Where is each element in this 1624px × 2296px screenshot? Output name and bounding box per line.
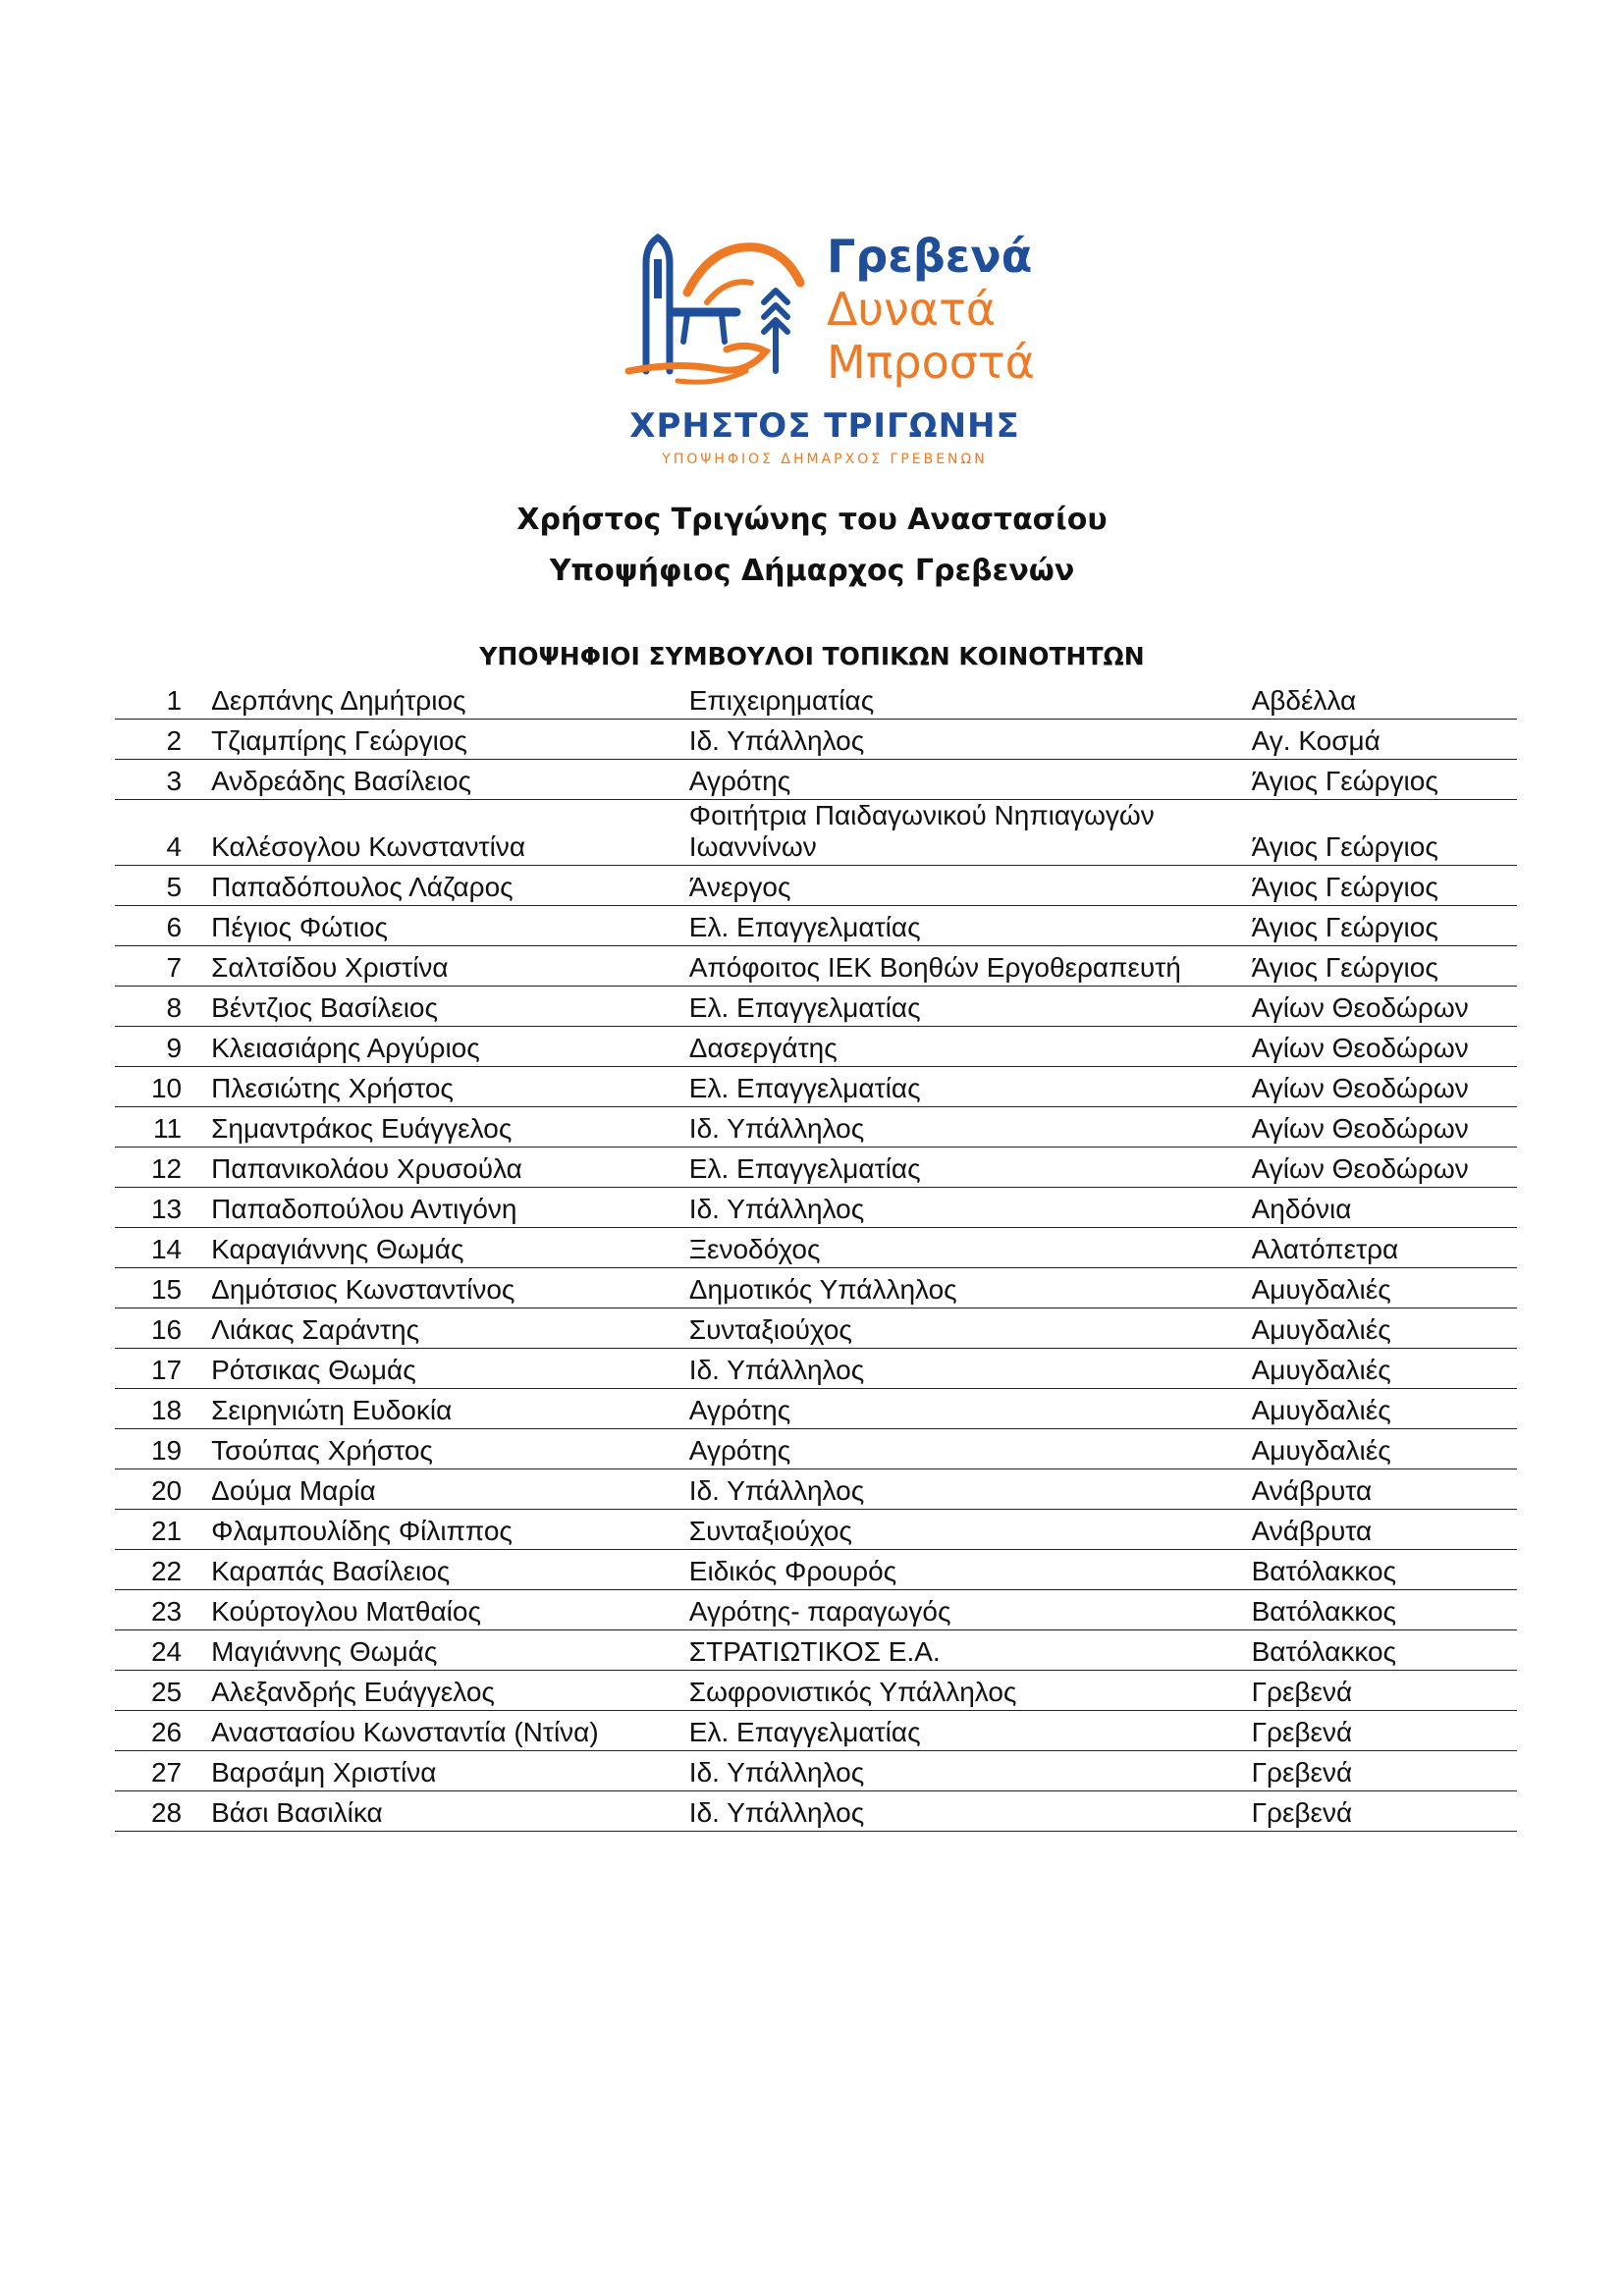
candidate-occupation: Ιδ. Υπάλληλος [689,1188,1252,1228]
candidate-number: 14 [115,1228,211,1268]
table-row [115,1469,1517,1510]
candidate-community: Αηδόνια [1252,1188,1517,1228]
candidate-occupation: Ελ. Επαγγελματίας [689,987,1252,1027]
candidate-occupation: Ξενοδόχος [689,1228,1252,1268]
candidate-name: Δούμα Μαρία [211,1469,689,1510]
candidate-name: Παπαδοπούλου Αντιγόνη [211,1188,689,1228]
candidate-name: Ρότσικας Θωμάς [211,1349,689,1389]
candidate-occupation: Ιδ. Υπάλληλος [689,1751,1252,1791]
candidate-name: Δερπάνης Δημήτριος [211,679,689,720]
candidate-occupation: Απόφοιτος ΙΕΚ Βοηθών Εργοθεραπευτή [689,946,1252,987]
table-row [115,866,1517,906]
candidate-number: 6 [115,906,211,946]
candidate-name: Σαλτσίδου Χριστίνα [211,946,689,987]
candidate-number: 28 [115,1791,211,1832]
candidate-occupation: Αγρότης- παραγωγός [689,1590,1252,1630]
table-row [115,1349,1517,1389]
candidate-occupation: Ιδ. Υπάλληλος [689,720,1252,760]
candidate-number: 11 [115,1107,211,1148]
candidate-community: Αμυγδαλιές [1252,1349,1517,1389]
candidate-name: Καραπάς Βασίλειος [211,1550,689,1590]
candidate-number: 8 [115,987,211,1027]
candidate-community: Βατόλακκος [1252,1630,1517,1671]
candidate-community: Άγιος Γεώργιος [1252,946,1517,987]
candidate-community: Γρεβενά [1252,1751,1517,1791]
candidate-number: 20 [115,1469,211,1510]
candidate-community: Αγ. Κοσμά [1252,720,1517,760]
candidate-community: Αγίων Θεοδώρων [1252,1107,1517,1148]
slogan-line-2: Δυνατά [827,283,997,336]
table-row [115,1429,1517,1469]
candidate-community: Βατόλακκος [1252,1590,1517,1630]
table-row [115,1590,1517,1630]
candidate-number: 12 [115,1148,211,1188]
candidate-occupation: Δημοτικός Υπάλληλος [689,1268,1252,1308]
candidate-name: Βαρσάμη Χριστίνα [211,1751,689,1791]
candidate-number: 26 [115,1711,211,1751]
table-row [115,800,1517,866]
table-row [115,679,1517,720]
candidate-community: Αγίων Θεοδώρων [1252,1027,1517,1067]
candidate-community: Γρεβενά [1252,1671,1517,1711]
candidate-occupation: Άνεργος [689,866,1252,906]
candidate-community: Αγίων Θεοδώρων [1252,987,1517,1027]
candidate-community: Άγιος Γεώργιος [1252,866,1517,906]
candidate-name: Λιάκας Σαράντης [211,1308,689,1349]
candidate-name: Φλαμπουλίδης Φίλιππος [211,1510,689,1550]
candidate-occupation: Επιχειρηματίας [689,679,1252,720]
slogan-line-3: Μπροστά [827,336,1035,389]
candidate-community: Αγίων Θεοδώρων [1252,1148,1517,1188]
candidate-number: 16 [115,1308,211,1349]
logo-slogan [827,230,1035,389]
candidate-name: Κλειασιάρης Αργύριος [211,1027,689,1067]
candidate-community: Αμυγδαλιές [1252,1389,1517,1429]
candidate-occupation: Αγρότης [689,760,1252,800]
candidate-number: 17 [115,1349,211,1389]
candidate-name: Πέγιος Φώτιος [211,906,689,946]
candidate-name: Σημαντράκος Ευάγγελος [211,1107,689,1148]
candidate-number: 1 [115,679,211,720]
table-row [115,1751,1517,1791]
table-row [115,1308,1517,1349]
candidate-name: Παπανικολάου Χρυσούλα [211,1148,689,1188]
candidate-name: Κούρτογλου Ματθαίος [211,1590,689,1630]
campaign-logo [609,224,1041,479]
candidate-name: Ανδρεάδης Βασίλειος [211,760,689,800]
candidate-number: 4 [115,800,211,866]
candidate-number: 2 [115,720,211,760]
candidate-name: Αλεξανδρής Ευάγγελος [211,1671,689,1711]
candidate-number: 21 [115,1510,211,1550]
candidate-community: Άγιος Γεώργιος [1252,760,1517,800]
table-row [115,946,1517,987]
table-row [115,1550,1517,1590]
candidate-name: Βέντζιος Βασίλειος [211,987,689,1027]
candidate-occupation: Ιδ. Υπάλληλος [689,1791,1252,1832]
candidate-number: 10 [115,1067,211,1107]
table-row [115,1107,1517,1148]
candidate-occupation: Ειδικός Φρουρός [689,1550,1252,1590]
candidate-name: Βάσι Βασιλίκα [211,1791,689,1832]
candidate-occupation: Δασεργάτης [689,1027,1252,1067]
candidate-occupation: Φοιτήτρια Παιδαγωνικού Νηπιαγωγών Ιωαννίνων [689,800,1252,866]
candidate-name: Μαγιάννης Θωμάς [211,1630,689,1671]
candidate-occupation: Ελ. Επαγγελματίας [689,906,1252,946]
candidate-occupation: Ελ. Επαγγελματίας [689,1067,1252,1107]
table-row [115,1027,1517,1067]
table-row [115,1711,1517,1751]
table-row [115,1228,1517,1268]
candidate-occupation: Ελ. Επαγγελματίας [689,1148,1252,1188]
candidate-name: Πλεσιώτης Χρήστος [211,1067,689,1107]
candidate-community: Ανάβρυτα [1252,1469,1517,1510]
candidate-number: 15 [115,1268,211,1308]
table-row [115,1389,1517,1429]
candidate-number: 7 [115,946,211,987]
table-row [115,1188,1517,1228]
candidates-table-body [115,679,1517,1832]
candidate-community: Άγιος Γεώργιος [1252,800,1517,866]
candidate-name: Παπαδόπουλος Λάζαρος [211,866,689,906]
candidate-occupation: Σωφρονιστικός Υπάλληλος [689,1671,1252,1711]
candidate-name: Καραγιάννης Θωμάς [211,1228,689,1268]
candidate-number: 3 [115,760,211,800]
table-row [115,1510,1517,1550]
page-title: Χρήστος Τριγώνης του Αναστασίου [516,503,1108,537]
candidate-occupation: Ιδ. Υπάλληλος [689,1107,1252,1148]
candidate-number: 18 [115,1389,211,1429]
candidates-table [115,679,1517,1832]
candidate-name: Σειρηνιώτη Ευδοκία [211,1389,689,1429]
candidate-occupation: Αγρότης [689,1389,1252,1429]
candidate-number: 22 [115,1550,211,1590]
candidate-community: Ανάβρυτα [1252,1510,1517,1550]
candidate-community: Αβδέλλα [1252,679,1517,720]
candidate-occupation: Συνταξιούχος [689,1308,1252,1349]
candidate-number: 24 [115,1630,211,1671]
slogan-line-1: Γρεβενά [827,230,1033,283]
table-row [115,760,1517,800]
candidate-number: 13 [115,1188,211,1228]
candidate-number: 5 [115,866,211,906]
candidate-name: Τσούπας Χρήστος [211,1429,689,1469]
table-row [115,1630,1517,1671]
candidate-community: Γρεβενά [1252,1791,1517,1832]
candidate-name: Τζιαμπίρης Γεώργιος [211,720,689,760]
candidate-community: Αλατόπετρα [1252,1228,1517,1268]
candidate-community: Αμυγδαλιές [1252,1429,1517,1469]
logo-candidate-subtitle: ΥΠΟΨΗΦΙΟΣ ΔΗΜΑΡΧΟΣ ΓΡΕΒΕΝΩΝ [662,452,988,467]
candidate-number: 19 [115,1429,211,1469]
candidate-name: Δημότσιος Κωνσταντίνος [211,1268,689,1308]
candidate-community: Αμυγδαλιές [1252,1308,1517,1349]
candidate-occupation: ΣΤΡΑΤΙΩΤΙΚΟΣ Ε.Α. [689,1630,1252,1671]
logo-candidate-name: ΧΡΗΣΤΟΣ ΤΡΙΓΩΝΗΣ [629,406,1020,446]
table-row [115,1067,1517,1107]
candidate-number: 23 [115,1590,211,1630]
candidate-number: 25 [115,1671,211,1711]
candidate-number: 9 [115,1027,211,1067]
candidate-occupation: Ιδ. Υπάλληλος [689,1349,1252,1389]
table-row [115,1791,1517,1832]
candidate-name: Καλέσογλου Κωνσταντίνα [211,800,689,866]
table-row [115,987,1517,1027]
candidate-community: Άγιος Γεώργιος [1252,906,1517,946]
candidate-community: Γρεβενά [1252,1711,1517,1751]
candidate-community: Αμυγδαλιές [1252,1268,1517,1308]
candidate-occupation: Ιδ. Υπάλληλος [689,1469,1252,1510]
candidate-occupation: Ελ. Επαγγελματίας [689,1711,1252,1751]
candidate-occupation: Αγρότης [689,1429,1252,1469]
table-row [115,1268,1517,1308]
logo-emblem-icon [619,224,815,391]
table-row [115,720,1517,760]
page-subtitle: Υποψήφιος Δήμαρχος Γρεβενών [549,554,1075,588]
candidate-community: Βατόλακκος [1252,1550,1517,1590]
section-title: ΥΠΟΨΗΦΙΟΙ ΣΥΜΒΟΥΛΟΙ ΤΟΠΙΚΩΝ ΚΟΙΝΟΤΗΤΩΝ [479,642,1145,670]
table-row [115,906,1517,946]
candidate-name: Αναστασίου Κωνσταντία (Ντίνα) [211,1711,689,1751]
table-row [115,1148,1517,1188]
candidate-community: Αγίων Θεοδώρων [1252,1067,1517,1107]
candidate-occupation: Συνταξιούχος [689,1510,1252,1550]
table-row [115,1671,1517,1711]
candidate-number: 27 [115,1751,211,1791]
